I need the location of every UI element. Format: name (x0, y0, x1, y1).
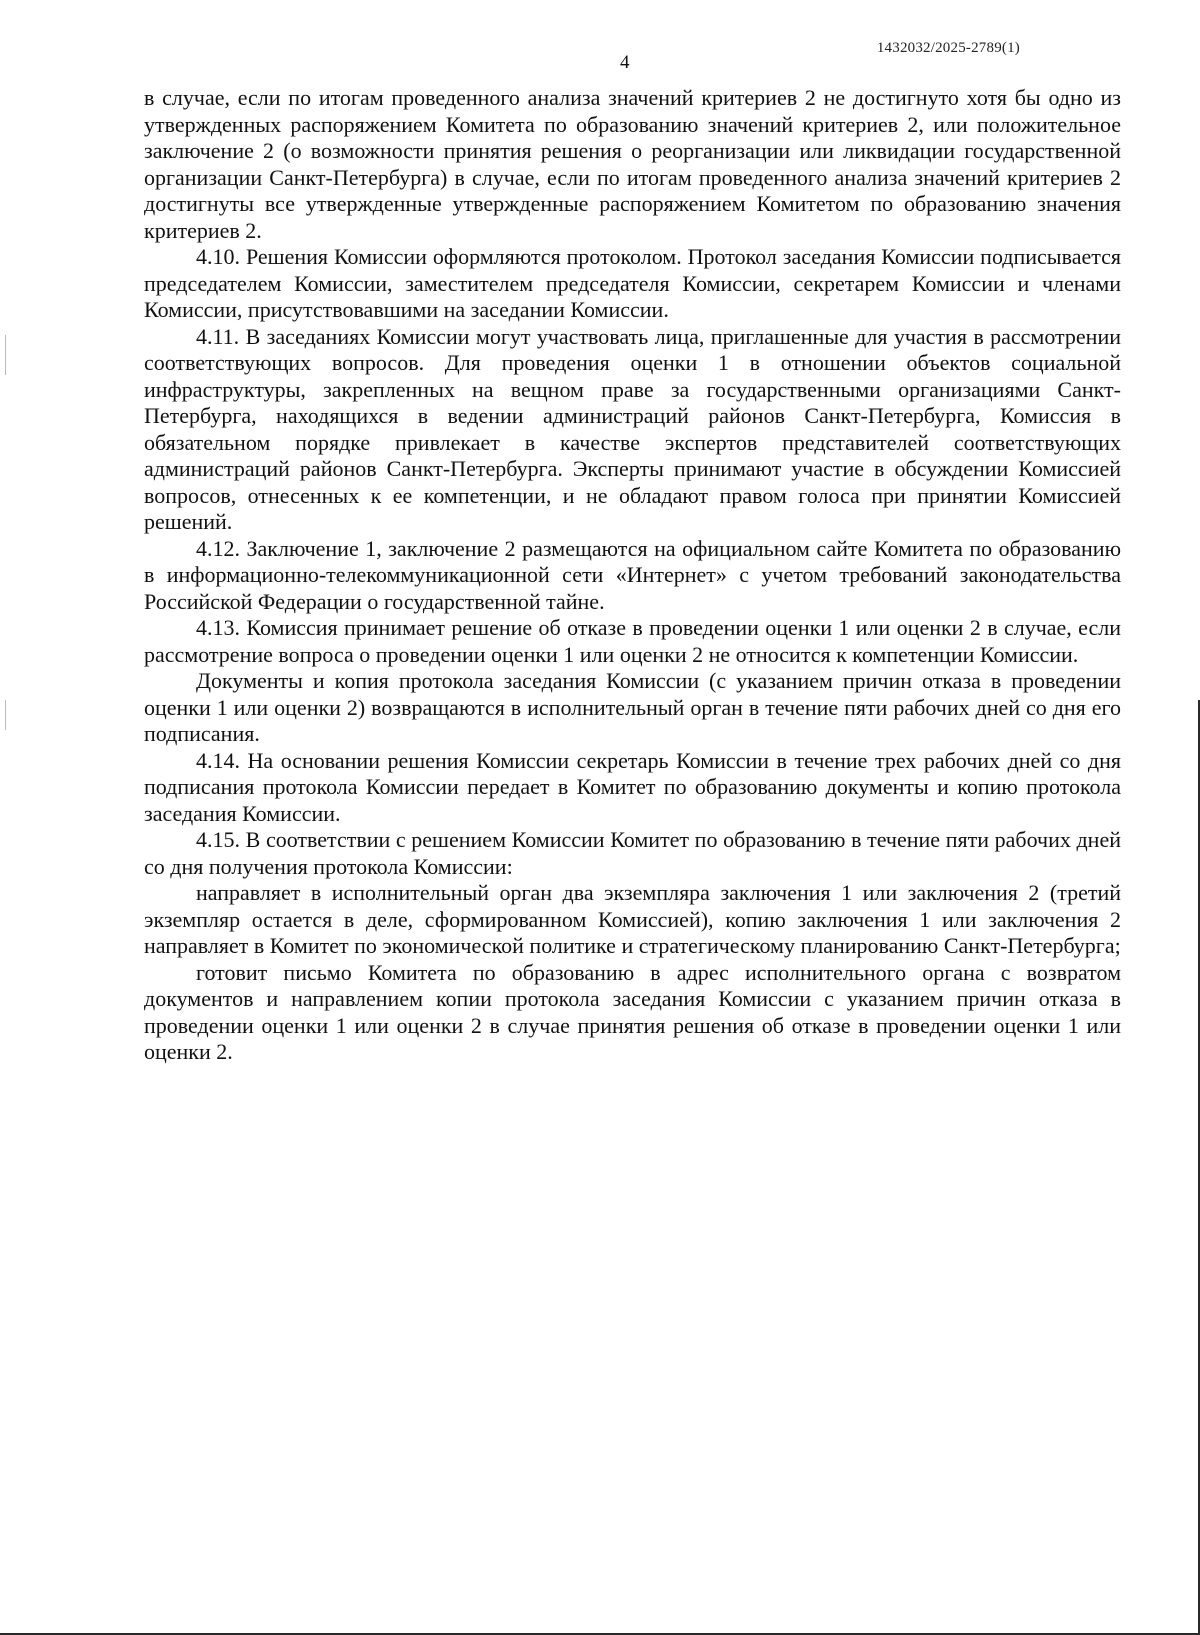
scan-mark (5, 335, 6, 375)
paragraph-4-13-documents: Документы и копия протокола заседания Комиссии (с указанием причин отказа в проведении оценки 1 или оценки 2) возвращаются в исполнительный орган в течение пяти рабочих дней со дня его подписания. (144, 668, 1121, 746)
document-body (144, 85, 1121, 1066)
scan-mark (5, 700, 6, 730)
paragraph-4-15-item-sends: направляет в исполнительный орган два экземпляра заключения 1 или заключения 2 (третий экземпляр остается в деле, сформированном Комиссией), копию заключения 1 или заключения 2 направляет в Комитет по экономической политике и стратегическому планированию Санкт-Петербурга; (144, 880, 1121, 958)
document-id: 1432032/2025-2789(1) (876, 40, 1020, 56)
paragraph-4-15-item-prepares: готовит письмо Комитета по образованию в адрес исполнительного органа с возвратом документов и направлением копии протокола заседания Комиссии с указанием причин отказа в проведении оценки 1 или оценки 2 в случае принятия решения об отказе в проведении оценки 1 или оценки 2. (144, 959, 1121, 1064)
paragraph-4-14: 4.14. На основании решения Комиссии секретарь Комиссии в течение трех рабочих дней со дня подписания протокола Комиссии передает в Комитет по образованию документы и копию протокола заседания Комиссии. (144, 747, 1121, 826)
paragraph-4-11: 4.11. В заседаниях Комиссии могут участвовать лица, приглашенные для участия в рассмотрении соответствующих вопросов. Для проведения оценки 1 в отношении объектов социальной инфраструктуры, закрепленных на вещном праве за государственными организациями Санкт-Петербурга, находящихся в ведении администраций районов Санкт-Петербурга, Комиссия в обязательном порядке привлекает в качестве экспертов представителей соответствующих администраций районов Санкт-Петербурга. Эксперты принимают участие в обсуждении Комиссией вопросов, отнесенных к ее компетенции, и не обладают правом голоса при принятии Комиссией решений. (144, 323, 1121, 534)
paragraph-4-10: 4.10. Решения Комиссии оформляются протоколом. Протокол заседания Комиссии подписывается председателем Комиссии, заместителем председателя Комиссии, секретарем Комиссии и членами Комиссии, присутствовавшими на заседании Комиссии. (144, 244, 1121, 322)
paragraph-4-15: 4.15. В соответствии с решением Комиссии Комитет по образованию в течение пяти рабочих дней со дня получения протокола Комиссии: (144, 827, 1121, 879)
paragraph-4-12: 4.12. Заключение 1, заключение 2 размещаются на официальном сайте Комитета по образованию в информационно-телекоммуникационной сети «Интернет» с учетом требований законодательства Российской Федерации о государственной тайне. (144, 535, 1121, 614)
paragraph-continuation: в случае, если по итогам проведенного анализа значений критериев 2 не достигнуто хотя бы одно из утвержденных распоряжением Комитета по образованию значений критериев 2, или положительное заключение 2 (о возможности принятия решения о реорганизации или ликвидации государственной организации Санкт-Петербурга) в случае, если по итогам проведенного анализа значений критериев 2 достигнуты все утвержденные утвержденные распоряжением Комитетом по образованию значения критериев 2. (144, 85, 1121, 243)
paragraph-4-13: 4.13. Комиссия принимает решение об отказе в проведении оценки 1 или оценки 2 в случае, если рассмотрение вопроса о проведении оценки 1 или оценки 2 не относится к компетенции Комиссии. (144, 615, 1121, 667)
page-number: 4 (620, 52, 630, 73)
